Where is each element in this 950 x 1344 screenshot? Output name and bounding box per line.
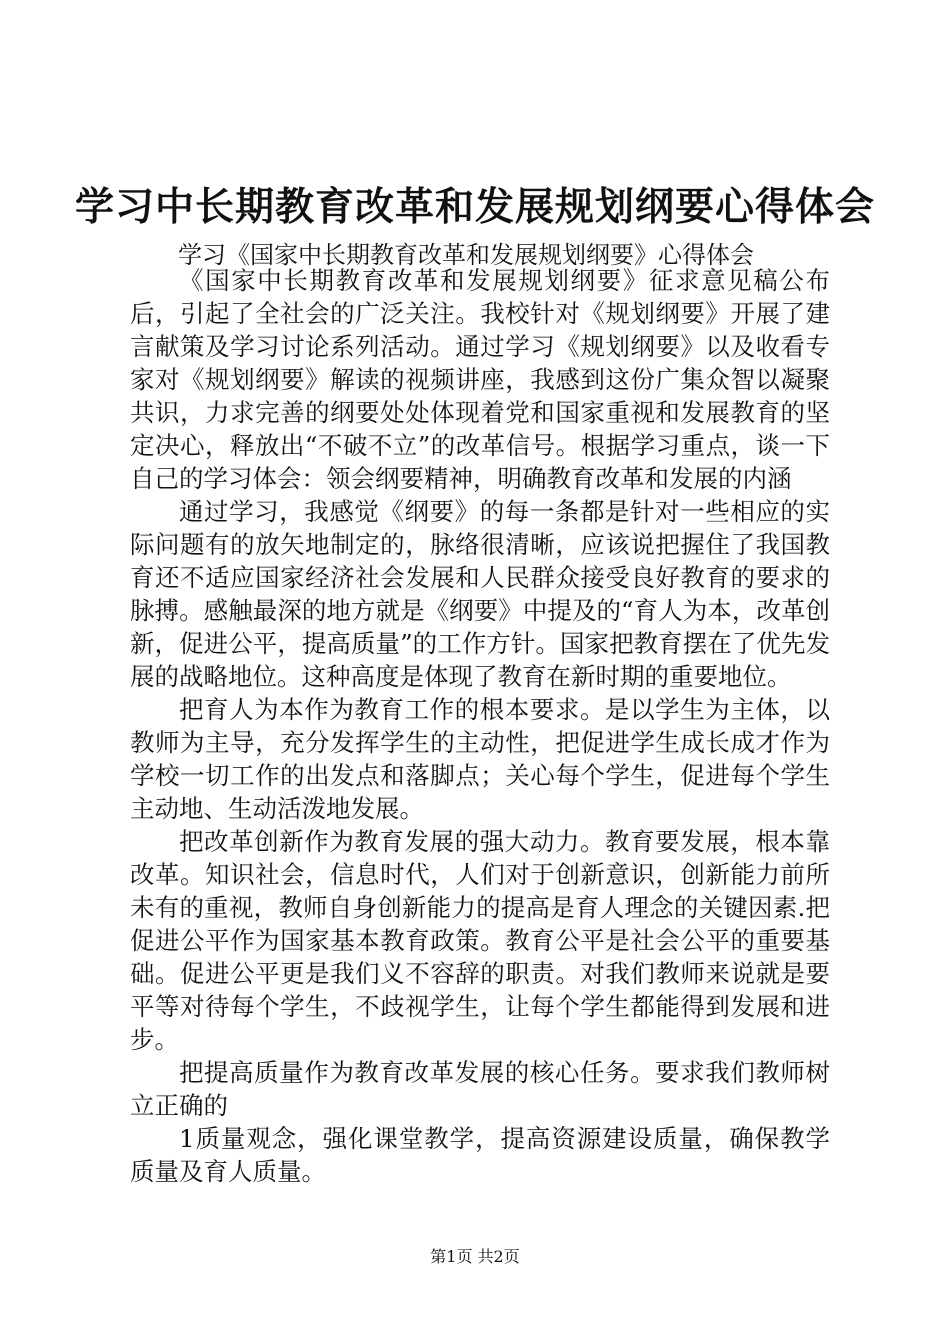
paragraph: 通过学习，我感觉《纲要》的每一条都是针对一些相应的实际问题有的放矢地制定的，脉络很清晰，应该说把握住了我国教育还不适应国家经济社会发展和人民群众接受良好教育的要求的脉搏。感触最深的地方就是《纲要》中提及的“育人为本，改革创新，促进公平，提高质量”的工作方针。国家把教育摆在了优先发展的战略地位。这种高度是体现了教育在新时期的重要地位。 <box>130 497 830 691</box>
document-body <box>130 264 830 1188</box>
paragraph: 1质量观念，强化课堂教学，提高资源建设质量，确保教学质量及育人质量。 <box>130 1124 830 1186</box>
document-title: 学习中长期教育改革和发展规划纲要心得体会 <box>74 184 875 230</box>
paragraph: 把改革创新作为教育发展的强大动力。教育要发展，根本靠改革。知识社会，信息时代，人们对于创新意识，创新能力前所未有的重视，教师自身创新能力的提高是育人理念的关键因素.把促进公平作为国家基本教育政策。教育公平是社会公平的重要基础。促进公平更是我们义不容辞的职责。对我们教师来说就是要平等对待每个学生，不歧视学生，让每个学生都能得到发展和进步。 <box>130 827 830 1054</box>
paragraph: 把提高质量作为教育改革发展的核心任务。要求我们教师树立正确的 <box>130 1058 830 1120</box>
page-number-footer: 第1页 共2页 <box>430 1247 520 1266</box>
document-subtitle: 学习《国家中长期教育改革和发展规划纲要》心得体会 <box>178 241 754 269</box>
paragraph: 《国家中长期教育改革和发展规划纲要》征求意见稿公布后，引起了全社会的广泛关注。我校针对《规划纲要》开展了建言献策及学习讨论系列活动。通过学习《规划纲要》以及收看专家对《规划纲要》解读的视频讲座，我感到这份广集众智以凝聚共识，力求完善的纲要处处体现着党和国家重视和发展教育的坚定决心，释放出“不破不立”的改革信号。根据学习重点，谈一下自己的学习体会：领会纲要精神，明确教育改革和发展的内涵 <box>130 266 830 493</box>
paragraph: 把育人为本作为教育工作的根本要求。是以学生为主体，以教师为主导，充分发挥学生的主动性，把促进学生成长成才作为学校一切工作的出发点和落脚点；关心每个学生，促进每个学生主动地、生动活泼地发展。 <box>130 695 830 823</box>
